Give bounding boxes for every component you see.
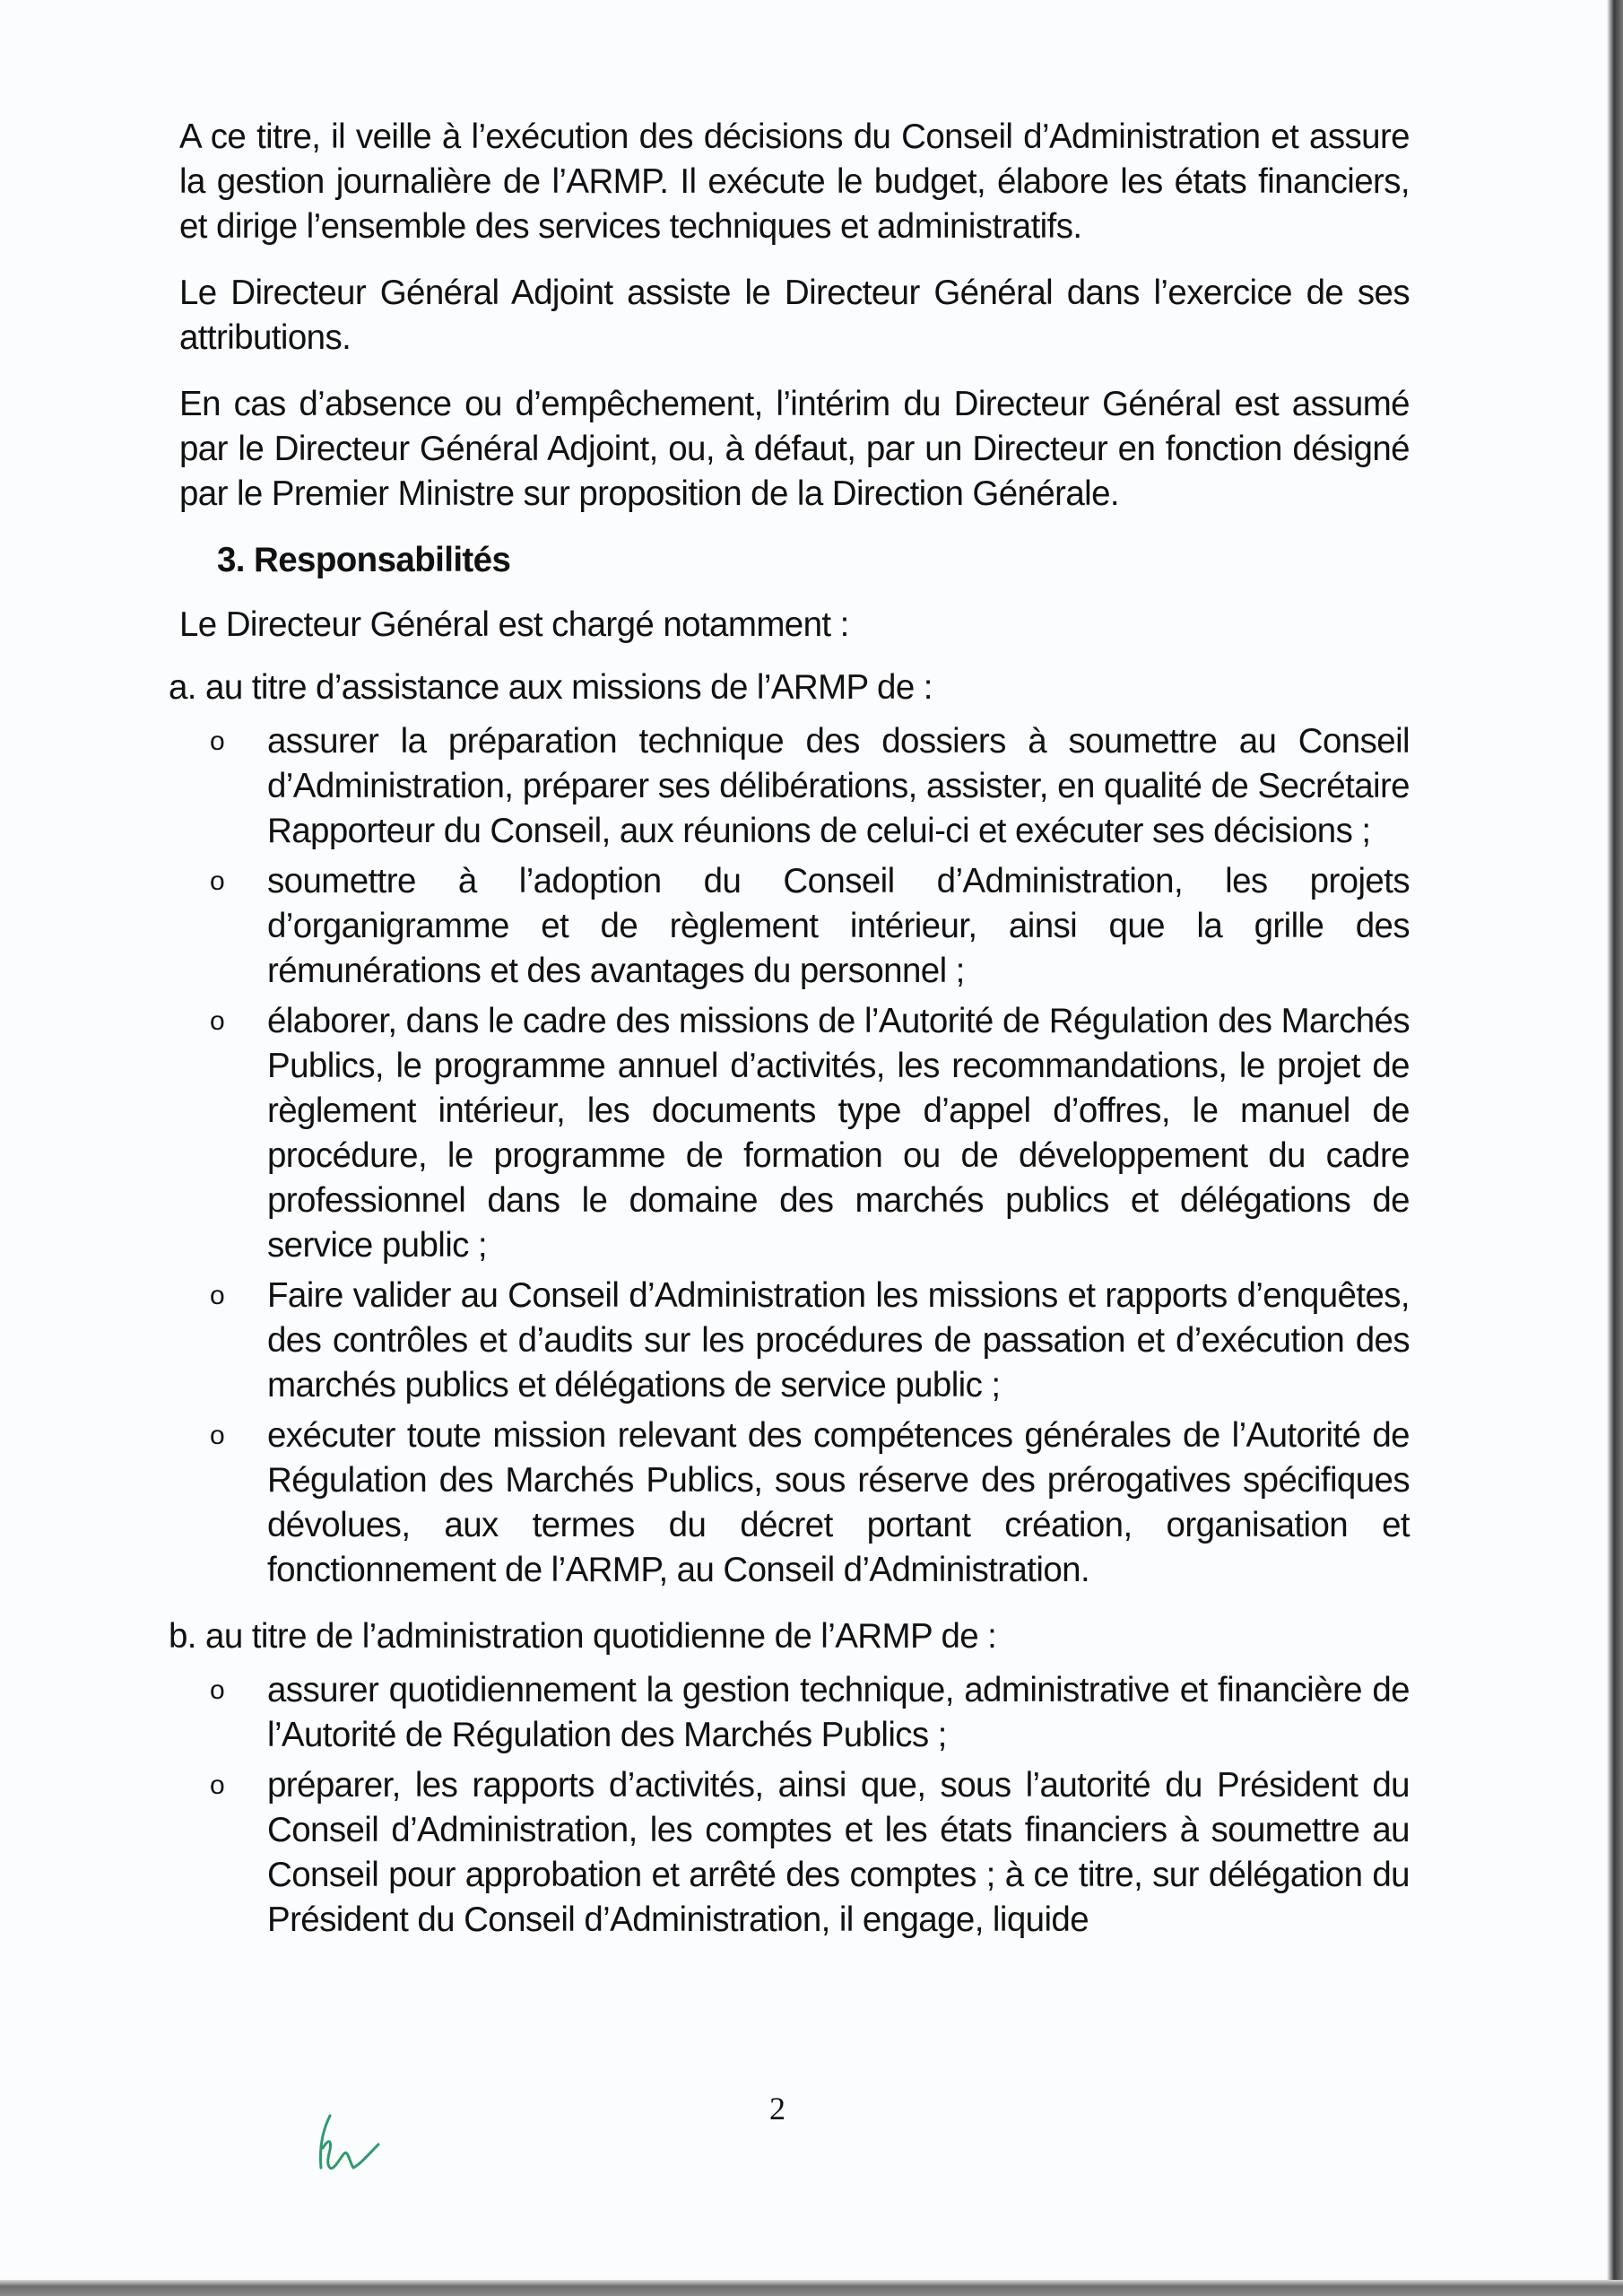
page-number: 2 bbox=[769, 2091, 785, 2126]
list-item-text: exécuter toute mission relevant des compétences générales de l’Autorité de Régulation des Marchés Publics, sous réserve des prérogatives spécifiques dévolues, aux termes du décret portant création, organisation et fonctionnement de l’ARMP, au Conseil d’Administration. bbox=[267, 1416, 1410, 1589]
list-item bbox=[179, 999, 1410, 1268]
circle-bullet-icon: o bbox=[210, 726, 225, 756]
circle-bullet-icon: o bbox=[210, 1281, 225, 1310]
circle-bullet-icon: o bbox=[210, 1421, 225, 1450]
subsection-b-title: b. au titre de l’administration quotidienne de l’ARMP de : bbox=[169, 1617, 997, 1656]
document-page bbox=[169, 115, 1410, 1964]
list-item bbox=[179, 719, 1410, 854]
paragraph-dga-assist: Le Directeur Général Adjoint assiste le Directeur Général dans l’exercice de ses attributions. bbox=[179, 274, 1410, 357]
subsection-a-list bbox=[179, 719, 1410, 1593]
scan-border-right bbox=[1607, 0, 1623, 2296]
paragraph-dg-role: A ce titre, il veille à l’exécution des décisions du Conseil d’Administration et assure la gestion journalière de l’ARMP. Il exécute le budget, élabore les états financiers, et dirige l’ensemble des services techniques et administratifs. bbox=[179, 117, 1410, 246]
list-item-text: préparer, les rapports d’activités, ainsi que, sous l’autorité du Président du Conseil d’Administration, les comptes et les états financiers à soumettre au Conseil pour approbation et arrêté des comptes ; à ce titre, sur délégation du Président du Conseil d’Administration, il engage, liquide bbox=[267, 1766, 1410, 1939]
scan-border-bottom bbox=[0, 2280, 1623, 2296]
section-intro: Le Directeur Général est chargé notamment : bbox=[179, 605, 849, 644]
list-item bbox=[179, 1413, 1410, 1593]
subsection-b-list bbox=[179, 1668, 1410, 1943]
subsection-a-title: a. au titre d’assistance aux missions de l’ARMP de : bbox=[169, 668, 933, 707]
list-item bbox=[179, 859, 1410, 994]
list-item-text: assurer la préparation technique des dossiers à soumettre au Conseil d’Administration, préparer ses délibérations, assister, en qualité de Secrétaire Rapporteur du Conseil, aux réunions de celui-ci et exécuter ses décisions ; bbox=[267, 722, 1410, 850]
list-item bbox=[179, 1668, 1410, 1758]
circle-bullet-icon: o bbox=[210, 1675, 225, 1705]
list-item-text: assurer quotidiennement la gestion technique, administrative et financière de l’Autorité de Régulation des Marchés Publics ; bbox=[267, 1671, 1410, 1754]
list-item-text: élaborer, dans le cadre des missions de l’Autorité de Régulation des Marchés Publics, le programme annuel d’activités, les recommandations, le projet de règlement intérieur, les documents type d’appel d’offres, le manuel de procédure, le programme de formation ou de développement du cadre professionnel dans le domaine des marchés publics et délégations de service public ; bbox=[267, 1002, 1410, 1265]
list-item bbox=[179, 1274, 1410, 1408]
list-item-text: Faire valider au Conseil d’Administration les missions et rapports d’enquêtes, des contrôles et d’audits sur les procédures de passation et d’exécution des marchés publics et délégations de service public ; bbox=[267, 1276, 1410, 1405]
section-heading: 3. Responsabilités bbox=[217, 541, 511, 579]
paragraph-interim: En cas d’absence ou d’empêchement, l’intérim du Directeur Général est assumé par le Directeur Général Adjoint, ou, à défaut, par un Directeur en fonction désigné par le Premier Ministre sur proposition de la Direction Générale. bbox=[179, 385, 1410, 513]
list-item bbox=[179, 1763, 1410, 1943]
circle-bullet-icon: o bbox=[210, 1770, 225, 1800]
handwritten-initials-icon bbox=[314, 2112, 386, 2175]
circle-bullet-icon: o bbox=[210, 1006, 225, 1036]
list-item-text: soumettre à l’adoption du Conseil d’Administration, les projets d’organigramme et de règlement intérieur, ainsi que la grille des rémunérations et des avantages du personnel ; bbox=[267, 862, 1410, 990]
circle-bullet-icon: o bbox=[210, 866, 225, 896]
